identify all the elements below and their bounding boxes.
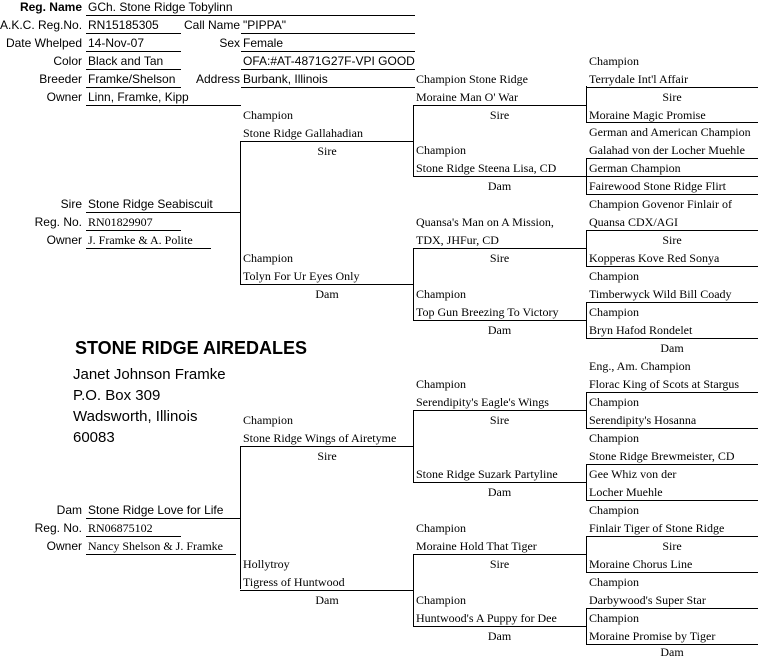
gen1-title: Champion: [243, 251, 293, 265]
breeder-value: Framke/Shelson: [88, 72, 176, 86]
gen3-text: German Champion: [589, 161, 681, 175]
sire-reg-label: Reg. No.: [34, 215, 82, 229]
gen2-line1: Quansa's Man on A Mission,: [416, 215, 554, 229]
dam-reg-label: Reg. No.: [34, 521, 82, 535]
dam-label: Dam: [56, 503, 82, 517]
gen2-title: Champion: [416, 287, 466, 301]
gen3-text: Eng., Am. Champion: [589, 359, 691, 373]
gen2-name: Moraine Hold That Tiger: [416, 539, 537, 553]
gen3-text: Finlair Tiger of Stone Ridge: [589, 521, 725, 535]
gen3-text: Galahad von der Locher Muehle: [589, 143, 745, 157]
gen3-text: Locher Muehle: [589, 485, 663, 499]
role-label: Dam: [660, 645, 684, 659]
sex-value: Female: [243, 36, 284, 50]
role-label: Sire: [489, 108, 510, 122]
gen3-text: Champion: [589, 431, 639, 445]
gen2-title: Champion: [416, 521, 466, 535]
underline: [86, 554, 236, 555]
role-label: Sire: [489, 413, 510, 427]
role-label: Dam: [487, 485, 512, 499]
reg-name-label: Reg. Name: [19, 0, 82, 14]
sire-label: Sire: [60, 197, 82, 211]
role-label: Dam: [487, 179, 512, 193]
gen3-text: Gee Whiz von der: [589, 467, 677, 481]
gen3-text: Serendipity's Hosanna: [589, 413, 697, 427]
gen2-name: Stone Ridge Steena Lisa, CD: [416, 161, 557, 175]
role-label: Sire: [489, 251, 510, 265]
gen3-text: Kopperas Kove Red Sonya: [589, 251, 720, 265]
underline: [241, 87, 415, 88]
gen2-title: Champion: [416, 377, 466, 391]
sire-owner-value: J. Framke & A. Polite: [88, 233, 193, 247]
role-label: Dam: [315, 287, 339, 301]
gen2-line1: Champion Stone Ridge: [416, 72, 528, 86]
gen2-line2: Moraine Man O' War: [416, 90, 518, 104]
role-label: Sire: [662, 233, 682, 247]
gen2-name: Stone Ridge Suzark Partyline: [416, 467, 558, 481]
gen3-text: Moraine Chorus Line: [589, 557, 693, 571]
gen3-text: Champion: [589, 305, 639, 319]
role-label: Dam: [487, 629, 512, 643]
gen3-text: Champion: [589, 611, 639, 625]
kennel-contact: Janet Johnson Framke: [73, 366, 226, 383]
gen1-name: Tolyn For Ur Eyes Only: [243, 269, 360, 283]
gen3-text: Champion: [589, 575, 639, 589]
akc-reg-value: RN15185305: [88, 18, 159, 32]
ofa-value: OFA:#AT-4871G27F-VPI GOOD: [243, 54, 415, 68]
gen1-title: Champion: [243, 108, 293, 122]
gen1-title: Champion: [243, 413, 293, 427]
kennel-name: STONE RIDGE AIREDALES: [75, 338, 308, 358]
gen3-text: Champion: [589, 395, 639, 409]
gen2-title: Champion: [416, 593, 466, 607]
role-label: Sire: [317, 449, 337, 463]
color-value: Black and Tan: [88, 54, 164, 68]
gen3-text: Fairewood Stone Ridge Flirt: [589, 179, 726, 193]
sire-reg-value: RN01829907: [88, 215, 153, 229]
gen3-text: German and American Champion: [589, 125, 751, 139]
owner-label: Owner: [46, 90, 82, 104]
gen3-text: Moraine Magic Promise: [589, 108, 706, 122]
gen2-line2: TDX, JHFur, CD: [416, 233, 499, 247]
gen3-text: Champion: [589, 54, 639, 68]
gen2-name: Huntwood's A Puppy for Dee: [416, 611, 557, 625]
gen1-name: Stone Ridge Wings of Airetyme: [243, 431, 397, 445]
role-label: Sire: [489, 557, 510, 571]
gen3-text: Champion: [589, 269, 639, 283]
role-label: Sire: [317, 144, 337, 158]
gen3-text: Terrydale Int'l Affair: [589, 72, 689, 86]
gen2-name: Top Gun Breezing To Victory: [416, 305, 559, 319]
gen3-text: Bryn Hafod Rondelet: [589, 323, 693, 337]
gen3-text: Champion: [589, 503, 639, 517]
bracket-vertical: [240, 141, 241, 284]
gen1-name: Tigress of Huntwood: [243, 575, 345, 589]
dam-owner-value: Nancy Shelson & J. Framke: [88, 539, 223, 553]
sex-label: Sex: [219, 36, 240, 50]
bracket-vertical: [586, 302, 587, 338]
call-name-label: Call Name: [183, 18, 240, 32]
bracket-vertical: [586, 608, 587, 644]
gen3-text: Florac King of Scots at Stargus: [589, 377, 740, 391]
gen3-text: Champion Govenor Finlair of: [589, 197, 732, 211]
kennel-zip: 60083: [73, 429, 115, 446]
address-label: Address: [195, 72, 240, 86]
address-value: Burbank, Illinois: [243, 72, 328, 86]
kennel-city: Wadsworth, Illinois: [73, 408, 198, 425]
dam-name: Stone Ridge Love for Life: [88, 503, 224, 517]
whelped-value: 14-Nov-07: [88, 36, 145, 50]
gen1-title: Hollytroy: [243, 557, 290, 571]
gen2-name: Serendipity's Eagle's Wings: [416, 395, 549, 409]
gen3-text: Darbywood's Super Star: [589, 593, 706, 607]
role-label: Dam: [660, 341, 684, 355]
whelped-label: Date Whelped: [5, 36, 82, 50]
role-label: Dam: [315, 593, 339, 607]
bracket-vertical: [586, 464, 587, 500]
role-label: Sire: [662, 539, 682, 553]
gen3-text: Stone Ridge Brewmeister, CD: [589, 449, 735, 463]
dam-reg-value: RN06875102: [88, 521, 153, 535]
gen3-text: Moraine Promise by Tiger: [589, 629, 716, 643]
call-name-value: "PIPPA": [243, 18, 286, 32]
owner-value: Linn, Framke, Kipp: [88, 90, 189, 104]
breeder-label: Breeder: [39, 72, 82, 86]
kennel-po-box: P.O. Box 309: [73, 387, 161, 404]
dam-owner-label: Owner: [46, 539, 82, 553]
underline: [86, 248, 211, 249]
role-label: Dam: [487, 323, 512, 337]
sire-owner-label: Owner: [46, 233, 82, 247]
bracket-vertical: [240, 446, 241, 589]
sire-name: Stone Ridge Seabiscuit: [88, 197, 213, 211]
gen3-text: Quansa CDX/AGI: [589, 215, 678, 229]
color-label: Color: [53, 54, 82, 68]
gen1-name: Stone Ridge Gallahadian: [243, 126, 363, 140]
bracket-vertical: [586, 392, 587, 428]
reg-name-value: GCh. Stone Ridge Tobylinn: [88, 0, 233, 14]
akc-reg-label: A.K.C. Reg.No.: [0, 18, 83, 32]
gen2-title: Champion: [416, 143, 466, 157]
gen3-text: Timberwyck Wild Bill Coady: [589, 287, 732, 301]
underline: [86, 105, 241, 106]
role-label: Sire: [662, 90, 682, 104]
